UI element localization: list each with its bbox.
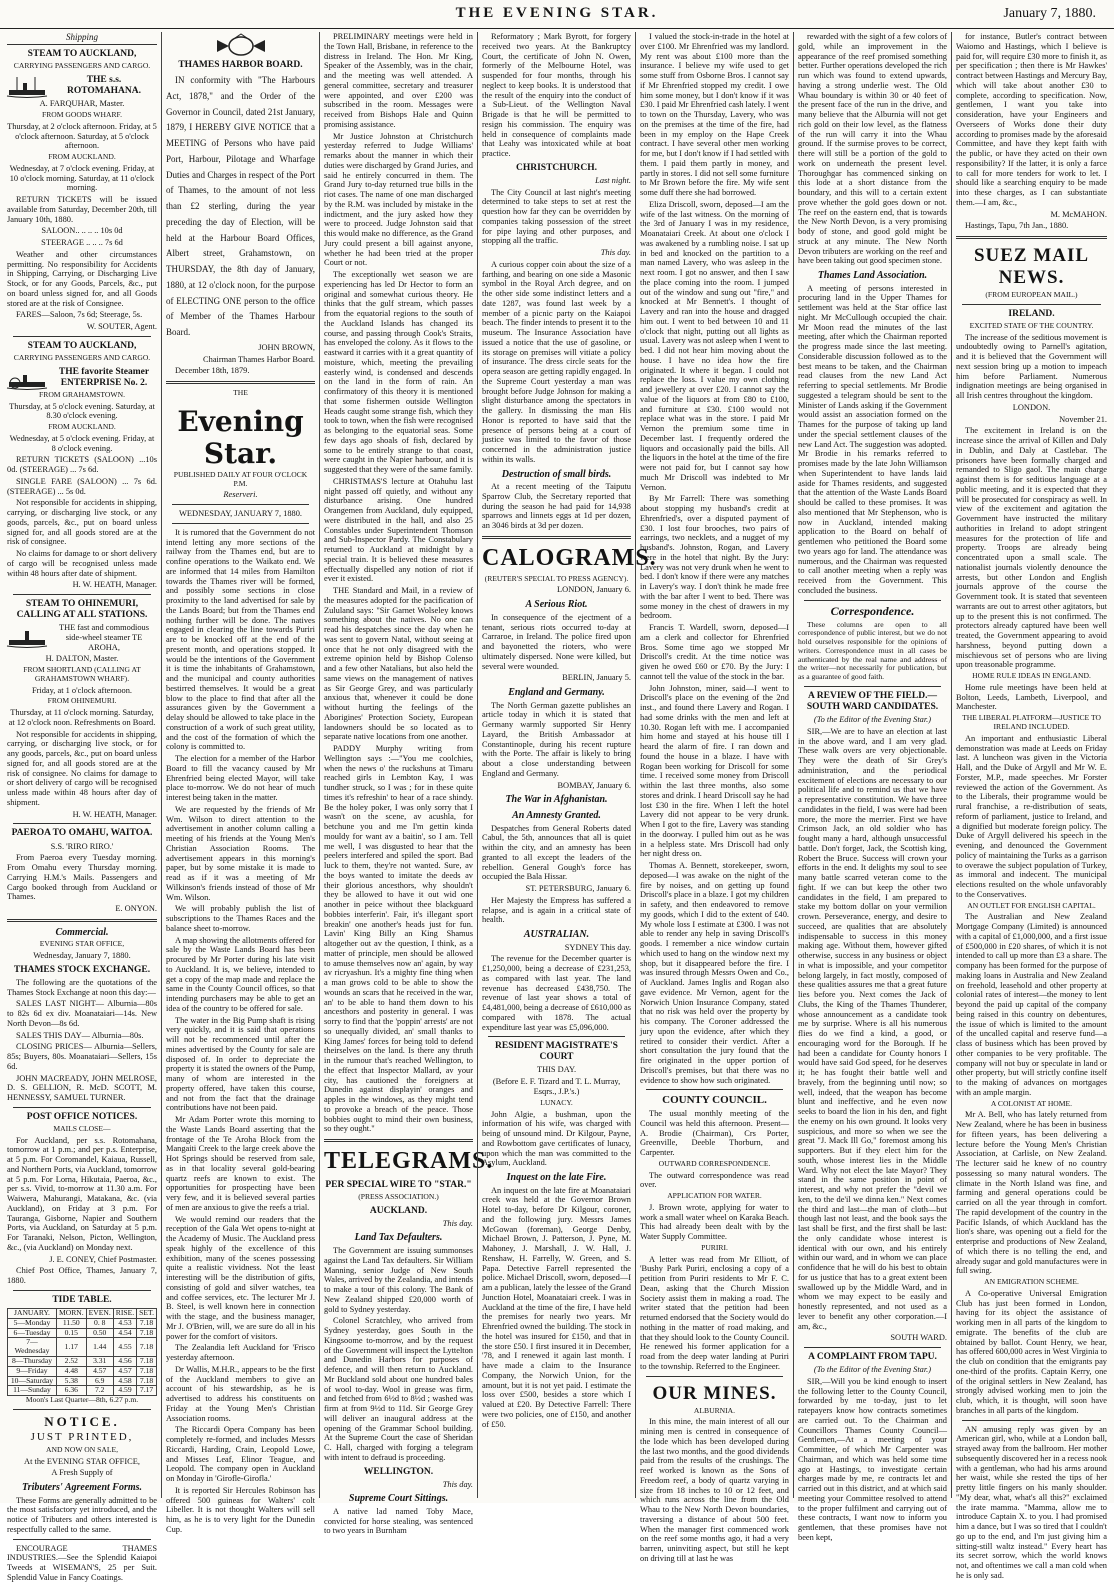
letter-to: (To the Editor of the Evening Star.) [813,715,932,725]
dateline: BOMBAY, January 6. [557,780,631,790]
tide-cell: 4.58 [113,1376,136,1386]
sub-heading: PURIRI. [701,1242,728,1252]
article-text: Mr Adam Porter wrote this morning to the Waste Lands Board asserting that the frontage of the Te Aroha Block from the Mangaiti Creek to the large creek above the Hot Springs should be reserved from sale, as in that locality several gold-bearing quartz reefs are known to exist. The opportunities for prospecting have been very few, and it is believed several parties of men are anxious to give the reefs a trial. [166,1115,315,1212]
tide-cell: 7.18 [137,1366,157,1376]
dateline: BERLIN, January 5. [562,673,631,683]
masthead [0,0,1114,29]
tide-col-header: MORN. [56,1308,86,1318]
day-line: Last night. [595,175,631,185]
column-7 [951,32,1111,1580]
article-text: CHRISTMAS'S lecture at Otahuhu last night passed off quietly, and without any disturbance arising. One hundred Orangemen from Auckland, duly equipped, were distributed in the hall, and also 25 Constables under Superintendent Thomson and Sub-Inspector Pardy. The Constabulary returned to Auckland at midnight by a special train. It is believed these measures effectually dispelled any notion of riot if ever it existed. [324,476,473,584]
from-label: FROM GOODS WHARF. [41,110,123,120]
paper-motto: Reserveri. [223,490,258,500]
article-text: In this mine, the main interest of all our mining men is centred in consequence of the lode which has been developed during the last two months, and the good dividends paid from the results of the crushings. The reef worked is known as the Sons of Freedom reef, a body of quartz varying in size from 18 inches to 10 or 12 feet, and which runs across the line from the Old Whau to the New North Devon boundaries, traversing a distance of about 500 feet. When the manager first commenced work on the reef some months ago, it had a very barren, uninviting aspect, but still he kept on driving till at last he was [640,1417,789,1563]
article-heading: Thames Land Association. [817,270,928,281]
article-text: I valued the stock-in-trade in the hotel at over £100. Mr Ehrenfried was my landlord. My rent was about £100 more than the insurance. I believe my wife used to get some stuff from Osborne Bros. I cannot say if Mr Ehrenfried stopped my credit. I owe him some money, but I don't know if it was £30. I paid Mr Ehrenfried cash lately. I went to town on the Thursday, Lavery, who was on the premises at the time of the fire, had been in my employ on the Hape Creek contract. I have several other men working for me, but I don't know if I had settled with them. I paid them partly in money, and partly in stores. I did not sell some furniture to Mr Brown before the fire. My wife sent some duff there she had borrowed. [640,32,789,197]
article-text: Home rule meetings have been held at Bolton, Leeds, Lambeth, Liverpool, and Manchester. [956,682,1107,712]
tide-cell: 5.38 [56,1376,86,1386]
section-heading: THAMES HARBOR BOARD. [178,60,303,70]
sub-heading: THE LIBERAL PLATFORM—JUSTICE TO IRELAND INCLUDED. [962,713,1101,732]
article-heading: Destruction of small birds. [501,468,612,480]
dateline: LONDON, January 6. [557,585,631,595]
article-text: The excitement in Ireland is on the increase since the arrival of Killen and Daly in Dublin, and Daly at Castlebar. The prisoners have been formally charged and remanded to Sligo gaol. The main charge against them is for seditious language at a public meeting, and it is expected that they will be prosecuted for conspiracy as well. In view of the excitement and agitation the Government have instructed the military authorities in Ireland to adopt stringent measures for the protection of life and property. Troops are already being concentrated upon a small scale. The nationalist journals violently denounce the arrests, but other London and English journals approve of the course the Government took. It is stated that seventeen warrants are out to arrest other agitators, but up to the present this is not confirmed. The protectors already captured have been well treated, the Government appearing to avoid harshness, beyond putting down a mischievous set of persons who are living upon treasonable programme. [956,426,1107,670]
article-text: J. Brown wrote, applying for water to work a small water wheel on Karaka Beach. This had already been dealt with by the Water Supply Committee. [640,1202,789,1242]
ad-heading: PAEROA TO OMAHU, WAITOA. [11,828,153,839]
sub-heading: LUNACY. [540,1097,573,1107]
article-text: CLOSING PRICES— Alburnia—Sellers, 85s; Buyers, 80s. Moanataiari—Sellers, 15s 6d. [7,1042,157,1071]
article-text: PADDY Murphy writing from Wellington says :—"You me coolchies, when the news o' the ruckshuns at Timaru reached girls in Lembton Kay, I was tundher struck, so I was ; for in these quite times it's refreshin' to hear of a race shindy. Be the holey poker, I was only sorry that I wasn't on the scene, av acushla, for betchune you and me I'm gettin kinda mouldy for want av a baitin', so I am. Tell me well, I was disgusted to hear that the peelers interfered and spiled the sport. Bad luck to them, they're not wanted. Sure, av the boys wanted to imitate the deeds av their glorious ancesthors, why shouldn't they be allowed to have it out wid one another in peice without thee blackguard bobbies interferin'. Fair, it's illegant sport breakin' one another's heads just for fun. Lavin' King Billy an King Shamus altogether out av the question, I think, as a matter of principle, men should be allowed to amuse themselves now an' again, by way av ricryashun. It's a mighty fine thing when a man grows cold to be able to show the wounds an scars that he received in the war, an' to be able to hand them down to his ancesthors and posterity in general. I was sorry to find that the 'poppin' arrests' are not so unequally divided, an' small thanks to King James' forces for being told to defend theirselves on the land. Is there any thruth in the rumour that's reached Wellington, to the effect that Inspector Mallard, av your city, has cautioned the foreigners at Dunedin against displayin' oranges and apples in the windows, as they might tend to provoke a breach of the peace. Those bobbies ought to mind their own business, so they ought." [324,744,473,1134]
tide-cell: 6—Tuesday [8,1328,57,1338]
column-1 [3,32,161,1582]
article-text: AN amusing reply was given by an American girl, who, while at a London ball, strayed away from the ballroom. Her mother subsequently discovered her in a recess nook with a gentleman, who had his arms around her waist, while she rested the tips of her pretty little fingers on his manly shoulder. "My dear, what, what's all this?" exclaimed the irate mamma. "Mamma, allow me to introduce Captain X. to you. I had promised him a dance, but I was so tired that I couldn't go up to the end, and I'm just giving him a sitting-still waltz instead." Every heart has its secret sorrow, which the world knows not, and oftentimes we call a man cold when he is only sad. [956,1424,1107,1580]
letter-text: for instance, Butler's contract between Waiomo and Hastings, which I believe is paid for, will require £30 more to finish it, as per specification ; then there is Mr Hawkes' contract between Hastings and Mercury Bay, which will take about another £30 to complete, according to specification. Now, gentlemen, I want you take into consideration, have your Engineers and Overseers of Works done their duty according to promises made by the aforesaid Committee, and have they kept faith with the public, or have they acted on their own responsibility? If the latter, it is only a farce to call for more tenders for work to let. I should like a searching enquiry to be made into these charges, as I can substantiate them.—I am, &c., [956,32,1107,207]
from-label: FROM GRAHAMSTOWN. [39,389,125,399]
tide-cell: 7—Wednesday [8,1338,57,1357]
article-text: We will probably publish the list of subscriptions to the Thames Races and the balance sheet to-morrow. [166,904,315,933]
article-text: The exceptionally wet season we are experiencing has led Dr Hector to form an original and somewhat curious theory. He thinks that the gulf stream, which passes from the equatorial regions to the south of the Auckland Islands has changed its course, and passing through Cook's Straits, has enveloped the colony. As it flows to the eastward it carries with it a great quantity of moisture, which, meeting the prevailing easterly wind, is condensed and descends on the land in the form of rain. An confirmatory of this theory it is mentioned that some fishermen outside Wellington Heads caught some strange fish, which they took to town, when the fish were recognised as belonging to the equatorial seas. Some few days ago shoals of fish, declared by some to be entirely strange to that coast, were caught in the Napier harbour, and it is suggested that they were of the same family. [324,270,473,474]
article-text: John Algie, a bushman, upon the information of his wife, was charged with being of unsound mind. Dr Kilgour, Payne, and Rowbottom gave certificates of lunacy, upon which the man was committed to the Asylum, Auckland. [482,1109,631,1168]
tide-cell: 7.17 [137,1386,157,1396]
tide-cell: 3.31 [86,1356,113,1366]
ship-icon [7,367,47,391]
tide-cell: 0. 8 [86,1318,113,1328]
tide-cell: 4.55 [113,1338,136,1357]
article-text: The Zealandia left Auckland for 'Frisco yesterday afternoon. [166,1343,315,1363]
dateline: November 21. [1059,414,1107,424]
tide-col-header: SET. [137,1308,157,1318]
from-label: FROM OHINEMURI. [47,696,117,706]
tide-cell: 0.50 [86,1328,113,1338]
tide-cell: 10—Saturday [8,1376,57,1386]
article-text: Colonel Scratchley, who arrived from Sydney yesterday, goes South in the Kingsoome to-morrow, and by the request of the Government will inspect the Lyttelton and Dunedin Harbors for purposes of defence, and will then return to Auckland. Mr Buckland sold about one hundred bales of wool to-day. Wool in grease was firm, and fetched from 6½d to 8½d ; washed was firm at from 9½d to 11d. Sir George Grey will deliver an inaugural address at the opening of the Grammar School building. At the Supreme Court the case of Sheridan C. Hall, charged with forging a telegram with intent to defraud is proceeding. [324,1316,473,1462]
ad-signature: J. E. CONEY, Chief Postmaster. [49,1254,157,1264]
article-heading: The War in Afghanistan. [505,794,608,806]
article-heading: An Amnesty Granted. [512,810,601,822]
ad-signature: E. ONYON. [115,904,157,913]
column-4 [477,32,657,1498]
article-text: A curious copper coin about the size of a farthing, and bearing on one side a Masonic symbol in the Royal Arch degree, and on the other side some indistinct letters and a date 1287, was found last week by a member of a picnic party on the Kaiapoi beach. The finder intends to present it to the museum. The Insurance Association have issued a notice that the use of gasoline, or its storage on premises will vitiate a policy of insurance. The dress circle seats for the opera season are getting rapidly engaged. In the Supreme Court yesterday a man was brought before Judge Johnson for making a slight disturbance among the spectators in the gallery. In dismissing the man His Honor is reported to have said that the presence of persons being at a court of justice was limited to the favor of those concerned in the administration justice within its walls. [482,259,631,464]
article-text: Reformatory ; Mark Byrott, for forgery received two years. At the Bankruptcy Court, the certificate of John N. Owen, formerly of the Melbourne Hotel, was suspended for four months, through his neglect to keep books. It is understood that the result of the enquiry into the conduct of a Sub-Lieut. of the Wellington Naval Brigade is that he will be permitted to resign his commission. The enquiry was held in consequence of complaints made that Leahy was intoxicated while at boat practice. [482,32,631,158]
suez-heading: SUEZ MAIL NEWS. [973,245,1090,289]
notice-body: These Forms are generally admitted to be the most satisfactory yet introduced, and the notice of Tributers and others interested is respectfully called to the same. [7,1495,157,1534]
column-3 [319,32,494,1536]
tide-cell: 4.57 [113,1366,136,1376]
article-heading: Land Tax Defaulters. [354,1232,443,1244]
tide-row [8,1318,157,1328]
from-label: FROM AUCKLAND. [48,422,116,432]
tide-cell: 8—Thursday [8,1356,57,1366]
day-line: This day. [600,248,631,258]
sailing-times: Wednesday, at 5 o'clock evening. Friday, at 8 o'clock evening. [9,433,155,453]
article-text: Mr Justice Johnston at Christchurch yesterday referred to Judge Williams' remarks about the manner in which their duties were discharged by Grand Juries, and said he entirely concurred in them. The Grand Jury to-day returned true bills in the riot cases. The name of one man discharged by the R.M. was included by mistake in the indictment, and the jury asked how they were to proceed. Judge Johnston said that this would make no difference, as the Grand Jury could present a bill against anyone, whether he had been tried at the proper Court or not. [324,131,473,268]
paper-the: THE [233,388,248,398]
day-line: This day. [442,1479,473,1489]
article-text: The following are the quotations of the Thames Stock Exchange at noon this day:— [7,977,157,997]
day-line: THIS DAY. [536,1065,577,1075]
article-text: A map showing the allotments offered for sale by the Waste Lands Board has been procured by Mr Porter during his late visit to Auckland. It is, we believe, intended to get a copy of the map made and replace the same in the County Council offices, so that intending purchasers may be able to get an idea of the country to be offered for sale. [166,935,315,1013]
paper-published: PUBLISHED DAILY AT FOUR O'CLOCK P.M. [173,469,308,488]
section-heading: COUNTY COUNCIL. [662,1094,767,1107]
article-text: Eliza Driscoll, sworn, deposed—I am the wife of the last witness. On the morning of the 3rd of January I was in my residence, Moanataiari Creek. At about one o'clock I was awakened by a rumbling noise. I sat up in bed and knocked on the partition to a man named Lavery, who was asleep in the next room. I got no answer, and then I saw the place coming into the room. I jumped out of the window and sung out "fire," and knocked at Mr Bennett's. I thought of Lavery and ran into the house and dragged him out. I went to bed between 10 and 11 o'clock that night, putting out all lights as usual. Lavery was not asleep when I went to bed. I did not hear him moving about the house. I have no idea how the fire originated. It where it began. I could not replace the loss. I value my own clothing and jewellery at over £20. I cannot say the value of the liquors at from £80 to £100, and furniture at £30. £100 would not replace what was in the store. I paid Mr Vernon the premium some time in December last. I frequently ordered the liquors and occasionally paid the bills. All the liquors in the hotel at the time of the fire were not paid for, but I cannot say how much Mr Driscoll was indebted to Mr Vernon. [640,199,789,492]
country-heading: IRELAND. [1008,308,1055,319]
section-heading: POST OFFICE NOTICES. [26,1111,138,1122]
ship-name: THE fast and commodious side-wheel steamer TE AROHA, [58,623,149,652]
ship-icon [7,625,47,649]
tide-cell: 1.44 [86,1338,113,1357]
tide-col-header: RISE. [113,1308,136,1318]
office-line: EVENING STAR OFFICE, [39,939,125,949]
before-line: (Before E. F. Tizard and T. L. Murray, Esqrs., J.P.'s.) [492,1077,621,1096]
calograms-sub: (REUTER'S SPECIAL TO PRESS AGENCY). [484,573,629,583]
tide-cell: 6.9 [86,1376,113,1386]
tide-cell: 4.56 [113,1356,136,1366]
sub-heading: OUTWARD CORRESPONDENCE. [658,1158,771,1168]
article-text: PRELIMINARY meetings were held in the Town Hall, Brisbane, in reference to the distress in Ireland. The Hon. Mr King, Speaker of the Assembly, was in the chair, and the meeting was well attended. A general committee, secretary and treasurer were appointed, and over £200 was subscribed in the room. Messages were received from Bishops Hale and Quinn promising assistance. [324,32,473,129]
article-text: Francis T. Wardell, sworn, deposed—I am a clerk and collector for Ehrenfried Bros. Some time ago we stopped Mr Driscoll's credit. At the time notice was given he owed £60 or £70. By the Jury: I cannot tell the value of the stock in the bar. [640,623,789,681]
ad-notice: No claims for damage to or short delivery of cargo will be recognised unless made within 48 hours after date of shipment. [7,549,157,578]
ad-signature: JOHN BROWN, [258,342,315,352]
tide-col-header: EVEN. [86,1308,113,1318]
letter-heading: A REVIEW OF THE FIELD.— SOUTH WARD CANDIDATES. [806,691,939,713]
sailing-times: Friday, at 1 o'clock afternoon. [31,685,133,695]
tide-row [8,1366,157,1376]
article-text: rewarded with the sight of a few colors of gold, while an improvement in the appearance of the reef promised something better. Further operations developed the rich run which was found to extend upwards, having a strong underlie west. The Old Whau boundary is within 30 or 40 feet of the present face of the run in the drive, and many believe that the Alburnia will not get rich gold on their low level, as the flatness of the run will carry it into the Whau ground. If the surmise proves to be correct, there will still be a portion of the gold to work on underneath the present level. Thoroughgar has commenced sinking on this lode at a short distance from the boundary, and this will to a certain extent prove whether the gold goes down or not. The reef on the eastern end, that is towards the New North Devon, is a very promising body of stone, and good gold might be struck at any minute. The New North Devon tributers are working on the reef and have been taking out good specimen stone. [798,32,948,266]
sub-heading: APPLICATION FOR WATER. [667,1191,762,1201]
notice-sale: AND NOW ON SALE, [46,1444,118,1454]
ad-sub: CARRYING PASSENGERS AND CARGO. [13,352,151,362]
section-heading: TIDE TABLE. [52,1294,112,1305]
tide-cell: 11—Sunday [8,1386,57,1396]
article-text: An inquest on the late fire at Moanataiari creek was held at the Governor Brown Hotel to-day, before Dr Kilgour, coroner, and the following jury. Messrs James McGowan (foreman), George Denby, Michael Brown, J. Patterson, J. Pyne, M. Mahoney, J. Marshall, J. W. Hall, J. Renshaw, H. Farrelly, W. Green, and S. Papa. Detective Farrell represented the police. Michael Driscoll, sworn, deposed—I am a publican, lately the lessee of the Grand Junction Hotel, Moanataiari creek. I was in Auckland at the time of the fire, I have held the premises for nearly two years. Mr Ehrenfried owned the building. The stock in the hotel was insured for £150, and that in the store £50. I first insured it in December, '78, and I renewed it again last month. I have made a claim to the Insurance Company, the Norwich Union, for the amount, but it is not yet paid. I estimate the loss over £500, besides a store which I valued at £20. By Detective Farrell: There were two policies, one of £150, and another of £50. [482,1185,631,1429]
sub-heading: EXCITED STATE OF THE COUNTRY. [969,320,1094,330]
sub-heading: AN EMIGRATION SCHEME. [984,1277,1079,1287]
article-text: It is reported Sir Hercules Robinson has offered 500 guineas for Walters' colt Libeller. It is not thought Walters will sell him, as he is to very light for the Dunedin Cup. [166,1485,315,1534]
column-2 [161,32,319,1534]
ship-name: S.S. 'RIRO RIRO.' [50,841,114,851]
ad-heading: STEAM TO AUCKLAND, [27,340,137,351]
notice-body: IN conformity with "The Harbours Act, 1878," and the Order of the Governor in Council, dated 21st January, 1879, I HEREBY GIVE NOTICE that a MEETING of Persons who have paid Port, Harbour, Pilotage and Wharfage Duties and Charges in respect of the Port of Thames, to the amount of not less than £2 sterling, during the year preceding the day of Election, will be held at the Harbour Board Offices, Albert street, Grahamstown, on THURSDAY, the 8th day of January, 1880, at 12 o'clock noon, for the purpose of ELECTING ONE person to the office of Member of the Thames Harbour Board. [166,75,315,338]
article-text: THE Standard and Mail, in a review of the measures adopted for the pacification of Zululand says: "Sir Garnet Wolseley knows something about the natives. No one can read his despatches since the day when he was sent to govern Natal, without seeing at once that he not only disagreed with the extreme opinion held by Bishop Colenso and a few other Natalians, but also held the same views on the management of natives as Sir George Grey, and was particularly anxious that, whenever it could be done without hurting the feelings of the Aborigines' Protection Society, European landowners should be so located as to separate native locations from one another. [324,586,473,742]
return-tickets: RETURN TICKETS will be issued available from Saturday, December 20th, till January 10th, 1880. [7,195,157,224]
fare-line: SALOON.. .. .. .. 10s 0d [41,226,123,236]
tide-cell: 7.2 [86,1386,113,1396]
sub-heading: MAILS CLOSE— [53,1123,111,1133]
article-text: The City Council at last night's meeting determined to take steps to set at rest the question how far they can be overridden by companies taking possession of the street for pipe laying and other purposes, and stopping all the traffic. [482,187,631,246]
tide-table [7,1308,157,1396]
ship-master: A. FARQUHAR, Master. [39,99,125,109]
date-line: December 18th, 1879. [175,366,250,376]
article-text: Her Majesty the Empress has suffered a relapse, and is again in a critical state of health. [482,895,631,925]
calograms-heading: CALOGRAMS. [482,544,657,571]
ad-signature: H. W. HEATH, Manager. [72,580,157,590]
letter-signature: M. McMAHON. [1050,209,1107,219]
article-text: Mr A. Bell, who has lately returned from New Zealand, where he has been in business for fifteen years, has been delivering a lecture before the Young Men's Christian Association, at Carlisle, on New Zealand. The lecturer said he knew of no country possessing so many natural wonders. The climate in the North Island was fine, and farming and general operations could be carried on all the year through in comfort. The rapid development of the country in the Pacific Islands, of which Auckland has the lion's share, was opening out a field for the enterprise and productions of New Zealand, of which there is no telling the end, and already sugar and gold manufactures were in full swing. [956,1110,1107,1276]
section-heading: Commercial. [55,926,109,938]
article-text: The water in the Big Pump shaft is rising very quickly, and it is said that operations will not be recommenced until after the mines advertised by the County for sale are disposed of. In order to depreciate the property it is stated the owners of the Pump, many of whom are interested in the property offered, have taken this course, and not from the fact that the drainage contributions have not been paid. [166,1015,315,1113]
tide-cell: 7.18 [137,1318,157,1328]
column-5 [635,32,793,1563]
shipping-label: Shipping [7,32,157,45]
day-line: This day. [442,1218,473,1228]
column-6 [793,32,951,1542]
article-text: We are requested by the friends of Mr Wm. Wilson to direct attention to the advertisement in another column calling a meeting of his friends at the Young Men's Christian Association Rooms. The advertisement appears in this morning's paper, but by some mistake it is made to read as if it was a meeting of Mr Wilkinson's friends instead of those of Mr Wm. Wilson. [166,804,315,902]
ship-name: THE favorite Steamer ENTERPRISE No. 2. [58,366,150,388]
sailing-times: Thursday, at 11 o'clock morning. Saturday, at 12 o'clock noon. Refreshments on Board. [8,708,156,727]
editor-note: These columns are open to all correspondence of public interest, but we do not hold ourselves responsible for the opinions of writers. Correspondence must in all cases be authenticated by the real name and address of the writer—not necessarily for publication, but as a guarantee of good faith. [798,619,947,682]
section-heading: RESIDENT MAGISTRATE'S COURT [495,1041,618,1063]
tide-cell: 0.15 [56,1328,86,1338]
advert-text: ENCOURAGE THAMES INDUSTRIES.—See the Splendid Kaiapoi Tweeds at WISEMAN'S, 25 per Suit. Splendid Value in Fancy Coatings. [7,1543,157,1582]
article-heading: Supreme Court Sittings. [348,1493,449,1505]
tide-cell: 4.54 [113,1328,136,1338]
article-text: John Johnston, miner, said—I went to Driscoll's place on the evening of the 2nd inst., and found there Lavery and Rogan. I had some drinks with the men and left at 10.30. Rogan left with me. I accompanied him home and stayed at his house till I heard the alarm of fire. I ran down and found the house in a blaze. I have with Rogan been working for Driscoll for some time. I received some money from Driscoll within the last three months, also some stores and drink. I heard Driscoll say he had lost £30 in the fire. When I left the hotel Lavery did not appear to be very drunk. When I got to the fire, Lavery was standing in the doorway. I pulled him out as he was in a helpless state. Mrs Driscoll had only her night dress on. [640,683,789,859]
tide-cell: 4.53 [113,1318,136,1328]
crest-icon [211,34,271,56]
article-text: The increase of the seditious movement is undoubtedly owing to Parnell's agitation, and it is believed that the Government will next session bring up a motion to impeach him before Parliament. Numerous indignation meetings are being organised in all Irish centres throughout the kingdom. [956,332,1107,401]
fares: FARES—Saloon, 7s 6d; Steerage, 5s. [16,310,143,320]
ship-master: H. DALTON, Master. [45,654,119,664]
article-text: SALES LAST NIGHT— Alburnia—80s to 82s 6d ex div. Moanataiari—14s. New North Devon—8s 6d. [7,999,157,1028]
fare-line: STEERAGE .. .. .. 7s 6d [41,238,123,248]
date-line: Chief Post Office, Thames, January 7, 1880. [7,1266,157,1286]
ad-signature: Chairman Thames Harbor Board. [203,354,315,364]
ad-sub: CARRYING PASSENGERS AND CARGO. [13,61,151,71]
tide-cell: 1.17 [56,1338,86,1357]
article-text: The Government are issuing summonses against the Land Tax defaulters. Sir William Manning, senior Judge of New South Wales, arrived by the Zealandia, and intends to make a tour of this colony. The Bank of New Zealand shipped £20,000 worth of gold to Sydney yesterday. [324,1246,473,1314]
notice-heading: NOTICE. [44,1413,120,1429]
article-text: A Co-operative Universal Emigration Club has just been formed in London, having for its object the assistance of working men in all parts of the kingdom to emigrate. The benefits of the club are obtained by ballot. Count Henry, we hear, has offered 600,000 acres in West Virginia to the club on condition that the emigrants pay one-third of the profits. Captain Kerry, one of the original settlers in New Zealand, has strongly advised working men to join the club, which, it is thought, will soon have branches in all parts of the kingdom. [956,1288,1107,1415]
masthead-title: THE EVENING STAR. [455,5,659,21]
from-label: FROM SHORTLAND (CALLING AT GRAHAMSTOWN WHARF). [23,665,141,683]
section-heading: Correspondence. [830,603,915,618]
article-text: At a recent meeting of the Taiputu Sparrow Club, the Secretary reported that during the season he had paid for 14,938 sparrows and linnets eggs at 1d per dozen, an 3046 birds at 3d per dozen. [482,482,631,531]
tide-cell: 4.57 [86,1366,113,1376]
mines-heading: OUR MINES. [652,1382,777,1404]
place-heading: WELLINGTON. [363,1466,434,1477]
dateline: ST. PETERSBURG, January 6. [525,884,631,894]
tide-cell: 7.18 [137,1376,157,1386]
article-text: Thomas A. Bennett, storekeeper, sworn, deposed—I was awake on the night of the fire by noises, and on getting up found Driscoll's place in a blaze. I got my children in safety, and then endeavored to remove my goods, which I did to the extent of £40. My whole loss I estimate at £300. I was not able to render any help in saving Driscoll's goods. I remember a nice window curtain which used to hang on the window next my shop, but it disappeared before the fire. I was insured through Messrs Owen and Co., of Auckland. James Inglis and Rogan also gave evidence. Mr Vernon, agent for the Norwich Union Insurance Company, stated that no risk was held over the property by his company. The Coroner addressed the jury upon the evidence, after which they retired to consider their verdict. After a short consultation the jury found that the fire originated in the upper portion of Driscoll's premises, but that there was no evidence to show how such originated. [640,861,789,1085]
telegrams-heading: TELEGRAMS. [324,1148,494,1174]
ad-heading: STEAM TO OHINEMURI, CALLING AT ALL STATIONS. [16,599,148,621]
tide-cell: 11.50 [56,1318,86,1328]
article-heading: Inquest on the late Fire. [506,1172,607,1184]
date-line: Wednesday, January 7, 1880. [33,951,131,961]
section-heading: THAMES STOCK EXCHANGE. [13,964,151,975]
place-heading: AUCKLAND. [369,1205,428,1216]
sub-heading: HOME RULE IDEAS IN ENGLAND. [972,671,1091,681]
letter-text: SIR,—We are to have an election at last in the above ward, and I am very glad. These walk overs are very objectionable. They were the death of Sir Grey's administration, and the periodical excitement of elections are necessary to our political life and to remind us that we have a representative constitution. We have three candidates in the field, I was were had been more, the more the merrier. First we have Crimson Jack, an old soldier who has fought many a hard, although unsuccessful battle. Don't forget, Jack, the Scottish king, Robert the Bruce. Success will crown your efforts in the end. It delights my soul to see many battle scarred veteran come to the fight. If we can but keep the other two candidates in the field, I am prepared to stake my bottom dollar on your vermilion crown. Perseverance, energy, and desire to succeed, are qualities that are absolutely indispensable to success in this money making age. Without them, however gifted otherwise, success in any business or object in what is impossible, and your competitor belong largely, in fact mostly, composed of these qualities assures me that a great future lies before you. Next comes the Jack of Clubs, the King of the Thames Thunderer, whose announcement as a candidate took me by surprise. Where is all his numerous flies do we find a kind, a good, or encouraging word for the Borough. If he had been a candidate for County honors I would have said God speed, for he deserves it; he has fought their battle well and bravely, from the beginning until now; so well, indeed, that the weapon has become blunt and ineffective, and he even now seeks to board the lion in his den, and fight the enemy on his own ground. It looks very suspicious, and more so when we see the great "J. Mack Ill Go," foremost among his supporters. But if they elect him for the south, whose interest lies in the Middle Ward. Why not elect the late Mayor? They stand in the same position in point of interest, and why not prefer the "devil we ken, to the de'il we dinna ken." Next comes the third and last—the man of cloth—but though last not least, and the book says the last shall be first, and the first shall be last: the only candidate whose interest is identical with our own, and his entirely within our ward, and in whom we can place confidence that he will do his best to obtain for us justice that has to a great extent been swallowed up by the Middle Ward, and in whom we may expect to be easily and honestly represented, and not used as a lever to benefit any other corporation.—I am, &c., [798,726,947,1331]
ad-signature: H. W. HEATH, Manager. [72,809,157,819]
article-text: A native lad named Toby Mace, convicted for horse stealing, was sentenced to two years in Burnham [324,1506,473,1536]
masthead-date: January 7, 1880. [1003,6,1096,21]
article-text: We would remind our readers that the reception of the Gala Wet opens to-night at the Academy of Music. The Auckland press speak highly of the excellence of this exhibition, many of the scenes possessing quite a realistic vividness. Not the least interesting will be the distribution of gifts, consisting of gold and silver watches, tea and coffee services, etc. The lecturer Mr J. B. Steel, is well known here in connection with the stage, and the business manager, Mr J. O'Brien, will, we are sure do all in his power for the comfort of visitors. [166,1214,315,1341]
ad-notice: Weather and other circumstances permitting. No responsibility for Accidents in Shipping, Carrying, or Discharging Live Stock, or for any Goods, Parcels, &c., put on board unless signed for, and all Goods stored are at the risk of Consignee. [7,249,157,308]
tide-row [8,1356,157,1366]
letter-signature: SOUTH WARD. [890,1333,947,1343]
single-fare: SINGLE FARE (SALOON) ... 7s 6d. (STEERAGE) ... 5s 0d. [7,476,157,496]
sub-heading: ALBURNIA. [693,1405,736,1415]
article-heading: England and Germany. [508,687,605,699]
notice-supply: A Fresh Supply of [51,1468,113,1478]
letter-to: (To the Editor of the Evening Star.) [813,1365,932,1375]
notice-forms: Tributers' Agreement Forms. [21,1482,143,1494]
sub-heading: AN OUTLET FOR ENGLISH CAPITAL. [967,900,1096,910]
article-text: A meeting of persons interested in procuring land in the Upper Thames for settlement was held at the Star office last night. Mr McCullough occupied the chair. Mr Moon read the minutes of the last meeting, after which the Chairman reported the progress made since the last meeting. Considerable discussion followed as to the best means to be taken, and the Chairman read clauses from the new Land Act referring to special settlements. Mr Brodie suggested a telegram should be sent to the Minister of Lands asking if the Government would assist an association formed on the Thames for the purpose of taking up land under the special settlement clauses of the new Land Act. The suggestion was adopted. Mr Brodie in his remarks referred to promises made by the late John Williamson when Superintendent to have lands laid aside for Thames residents, and suggested that the attention of the Waste Lands Board should be called to these promises. It was also mentioned that Mr Stephenson, who is now in Auckland, intended making application to the Board on behalf of gentlemen who petitioned the Board some two years ago for land. The attendance was numerous, and the Chairman was requested to call another meeting when a reply was received from the Government. This concluded the business. [798,283,947,595]
article-text: A letter was read from Mr Elliott, of 'Bushy Park Puriri, enclosing a copy of a petition from Puriri residents to Mr F. C. Dean, asking that the Church Mission Society assist them in making a road. The writer stated that the petition had been returned endorsed that the Society would do nothing in the matter of road making, and that they should look to the County Council. He renewed his former application for a road from the deep water landing at Puriri to the township. Referred to the Engineer. [640,1254,789,1371]
sub-heading: A COLONIST AT HOME. [990,1098,1073,1108]
return-tickets: RETURN TICKETS (SALOON) ...10s 0d. (STEERAGE) ... 7s 6d. [7,455,157,475]
article-heading: AUSTRALIAN. [523,929,590,941]
notice-office: At the EVENING STAR OFFICE, [24,1456,140,1466]
tide-cell: 7.18 [137,1356,157,1366]
paper-date: WEDNESDAY, JANUARY 7, 1880. [179,509,302,519]
letter-heading: A COMPLAINT FROM TAPU. [808,1352,937,1363]
moon-note: Moon's Last Quarter—8th, 6.27 p.m. [25,1395,139,1405]
article-text: The North German gazette publishes an article today in which it is stated that Germany warmly supported Sir Henry Layard, the British Ambassador at Constantinople, during his recent rupture with the Porte. The affair is likely to bring about a close understanding between England and Germany. [482,700,631,778]
article-text: The Australian and New Zealand Mortgage Company (Limited) is announced with a capital of £1,000,000, and a first issue of £500,000 in £20 shares, of which it is not intended to call up more than £3 a share. The company has been formed for the purpose of making loans in Australia and New Zealand on freehold, leasehold and other property at colonial rates of interest—the money to lent beyond the paid up capital of the company being raised in this country on debentures, the issue of which is limited to the amount of the uncalled capital and reserve fund—a class of business which has been proved by other companies to be very profitable. The company will not buy or speculate in land or other property, but will strictly confine itself to the making of advances on mortgages with an ample margin. [956,912,1108,1097]
article-text: An important and enthusiastic Liberal demonstration was made at Leeds on Friday last. A luncheon was given in the Victoria Hall, and the Duke of Argyll and Mr W. E. Forster, M.P., made speeches. Mr Forster reviewed the action of the Government. As to the Liberals, their programme would be rural franchise, a re-distribution of seats, reform of parliament, justice to Ireland, and a dignified but moderate foreign policy. The Duke of Argyll delivered his speech in the evening, and denounced the Government policy of maintaining the Turks as a garrison to overawe the subject population of Turkey, as immoral and indecent. The municipal elections resulted on the whole unfavorably to the Conservatives. [956,733,1107,899]
ad-notice: Not responsible for accidents in shipping, carrying, or discharging live stock, or for any goods, parcels, &c., put on board unless signed for, and all goods stored are at the risk of consignee. No claims for damage to or short delivery of cargo will be recognised unless made within 48 hours after day of shipment. [7,729,157,807]
dateline: SYDNEY This day. [564,942,631,952]
paper-title: Evening Star. [177,404,304,471]
ad-body: From Paeroa every Tuesday morning. From Omahu every Thursday morning. Carrying H.M.'s Mails. Passengers and Cargo booked through from Auckland or Thames. [7,853,157,902]
place-heading: LONDON. [1012,402,1051,412]
article-text: The election for a member of the Harbor Board to fill the vacancy caused by Mr Ehrenfried being elected Mayor, will take place to-morrow. We do not hear of much interest being taken in the matter. [166,754,315,803]
tide-cell: 4.48 [56,1366,86,1376]
article-text: SALES THIS DAY— Alburnia—80s. [16,1030,144,1040]
article-text: For Auckland, per s.s. Rotomahana, tomorrow at 1 p.m.; and per p.s. Enterprise, at 5 p.m. For Coromandel, Kaiaua, Russell, and Northern Ports, via Auckland, tomorrow at 5 p.m. For Lorna, Hikutaia, Paeroa, &c., per s.s. Vivid, to-morrow at 11.30 a.m. For Waiwera, Mahurangi, Matakana, &c. (via Auckland), on Friday at 3 p.m. For Tauranga, Gisborne, Napier and Southern Ports, via Auckland, on Saturday at 5 p.m. For Taranaki, Nelson, Picton, Wellington, &c., (via Auckland) on Monday next. [7,1135,157,1252]
tide-row [8,1338,157,1357]
tide-col-header: JANUARY. [8,1308,57,1318]
tide-cell: 9—Friday [8,1366,57,1376]
article-text: By Mr Farrell: There was something about stopping my husband's credit at Ehrenfried's, over a disputed payment of £30. I lost four brooches, two pairs of earrings, two necklets, and a nugget of my husband's. Johnston, Rogan, and Lavery were in the hotel that night. By the Jury: Lavery was not very drunk when he went to bed. I don't know if there were any matches in Lavery's way. I don't think he made free with the bar after I went to bed. There was some money in the chest of drawers in my bedroom. [640,494,789,621]
letter-text: SIR,—Will you be kind enough to insert the following letter to the County Council, forwarded by me to-day, just to let ratepayers know how contracts sometimes are carried out. To the Chairman and Councillors Thames County Council— Gentlemen,—At a meeting of your Committee, of which Mr Carpenter was Chairman, and which was held some time ago at Hastings, to investigate certain charges made by me, re contracts let and carried out in this district, and at which said meeting your Committee resolved to attend to the proper fulfilment and carrying out of these contracts, I want now to inform you gentlemen, that these promises have not been kept, [798,1376,947,1542]
sailing-times: Thursday, at 2 o'clock afternoon. Friday, at 5 o'clock afternoon. Saturday, at 5 o'clock afternoon. [7,121,157,151]
from-label: FROM AUCKLAND. [48,152,116,162]
article-text: The outward correspondence was read over. [640,1170,789,1190]
suez-sub: (FROM EUROPEAN MAIL.) [985,290,1078,300]
article-text: Dr Wallis, M.H.R., appears to be the first of the Auckland members to give an account of his stewardship, as he is advertised to address his constituents on Friday at the Young Men's Christian Association rooms. [166,1364,315,1423]
article-text: Despatches from General Roberts dated Cabul, the 5th, announces that all is quiet within the city, and an amnesty has been granted to all except the leaders of the rebellion. General Gough's force has occupied the Bala Hissar. [482,823,631,882]
notice-printed: JUST PRINTED, [30,1431,134,1444]
broker-names: JOHN MACREADY, JOHN MELROSE, D. S. GELLION, R. McD. SCOTT, M. HENNESSY, SAMUEL TURNER. [7,1073,157,1103]
ship-icon [7,75,47,99]
tide-cell: 5—Monday [8,1318,57,1328]
ad-notice: Not responsible for accidents in shipping, carrying, or discharging live stock, or any goods, parcels, &c., put on board unless signed for, and all goods stored are at the risk of consignee. [7,498,157,547]
article-text: The revenue for the December quarter is £1,250,000, being a decrease of £231,253, as compared with last year. The land revenue has decreased £438,750. The revenue of last year shows a total of £4,481,000, being a decrease of £610,000 as compared with 1878. The actual expenditure last year was £5,096,000. [482,954,631,1032]
article-text: In consequence of the ejectment of a tenant, serious riots occurred to-day at Carraroe, in Ireland. The police fired upon and bayonetted the rioters, who were ultimately dispersed. None were killed, but several were wounded. [482,612,631,671]
tide-cell: 7.18 [137,1338,157,1357]
place-heading: CHRISTCHURCH. [515,162,598,173]
article-text: The usual monthly meeting of the Council was held this afternoon. Present—A. Brodie (Chairman), Crs Porter, Greenville, Deeble Thorburn, and Carpenter. [640,1109,789,1157]
ad-heading: STEAM TO AUCKLAND, [27,49,137,60]
tide-cell: 4.59 [113,1386,136,1396]
press-association: (PRESS ASSOCIATION.) [358,1191,439,1201]
telegrams-sub: PER SPECIAL WIRE TO "STAR." [325,1179,472,1190]
date-line: Hastings, Tapu, 7th Jan., 1880. [965,221,1069,231]
tide-cell: 6.36 [56,1386,86,1396]
tide-cell: 2.52 [56,1356,86,1366]
sailing-times: Wednesday, at 7 o'clock evening. Friday, at 10 o'clock morning. Saturday, at 11 o'clock morning. [9,163,155,193]
article-text: It is rumored that the Government do not intend letting any more sections of the railway from the Thames end, but are to confine operations to the Waikato end. We are informed that 14 miles from Hamilton towards the Thames river will be formed, and possibly some sections in close proximity to the land advertised for sale by the Lands Board; but from the Thames end nothing further will be done. The natives engaged in clearing the line towards Puriri are to be knocked off at the end of the present month, and operations stopped. It would be the intentions of the Government it is time the inhabitants of Grahamstown, and the municipal and county authorities bestirred themselves. It would be a great blow to the place to find that after all the assurances given by the Government a delay should be allowed to take place in the construction of a work of such great utility, and the cost of the formation of which the colony is committed to. [166,527,315,752]
tide-cell: 7.18 [137,1328,157,1338]
article-text: The Riccardi Opera Company has been completely re-formed, and includes Messrs Riccardi, Harding, Crain, Leopold Lowe, and Misses Leaf, Elinor Teague, and Leopold. The company open in Auckland on Monday in 'Girofle-Girofla.' [166,1425,315,1484]
sailing-times: Thursday, at 5 o'clock evening. Saturday, at 8.30 o'clock evening. [9,401,155,421]
ad-signature: W. SOUTER, Agent. [86,322,157,332]
article-heading: A Serious Riot. [525,599,588,611]
ship-name: THE s.s. ROTOMAHANA. [67,75,141,97]
